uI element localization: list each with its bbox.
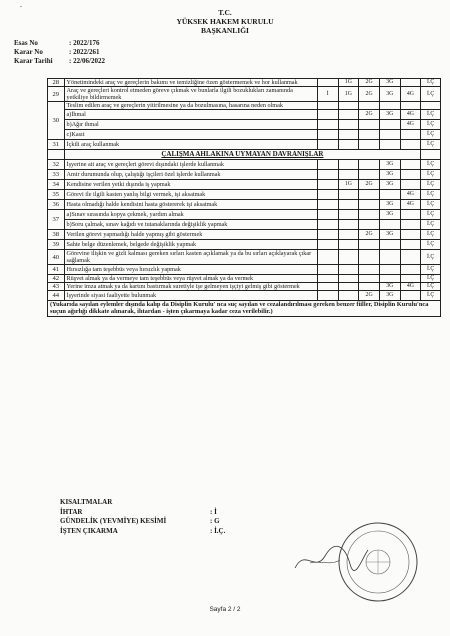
row-text: Hasta olmadığı halde kendisini hasta göstererek işi aksatmak xyxy=(64,200,317,210)
row-text: Görevine ilişkin ve gizli kalması gereken sırları kasten açıklamak ya da bu sırları açıklayarak çıkar sağlamak xyxy=(64,250,317,265)
document-header xyxy=(0,8,450,35)
row-text: Yerine imza atmak ya da kartını bastırmak suretiyle işe gelmeyen işçiyi gelmiş gibi göstermek xyxy=(64,283,317,291)
row-text: Hırsızlığa tam teşebbüs veya hırsızlık yapmak xyxy=(64,265,317,275)
meta-value: : 22/06/2022 xyxy=(69,57,105,65)
section-title: ÇALIŞMA AHLAKINA UYMAYAN DAVRANIŞLAR xyxy=(64,150,421,160)
table-subrow: b)Soru çalmak, sınav kağıdı ve tutanaklarında değişiklik yapmak İ.Ç xyxy=(48,220,441,230)
header-line-1: T.C. xyxy=(218,8,232,17)
cell-1g: 1G xyxy=(338,79,359,87)
cell-2g: 2G xyxy=(359,79,380,87)
row-text: Rüşvet almak ya da vermeye tam teşebbüs veya rüşvet almak ya da vermek xyxy=(64,275,317,283)
table-subrow: c)Kasıt İ.Ç xyxy=(48,130,441,140)
table-subrow: b)Ağır ihmal 4G İ.Ç xyxy=(48,120,441,130)
row-number: 38 xyxy=(48,230,65,240)
row-number: 37 xyxy=(48,210,65,230)
row-number: 35 xyxy=(48,190,65,200)
row-text: İşyerine ait araç ve gereçleri görevi dışındaki işlerde kullanmak xyxy=(64,160,317,170)
meta-key: Esas No xyxy=(14,39,38,47)
penalty-table xyxy=(47,78,441,317)
abbr-item xyxy=(60,527,225,537)
table-row: 43 Yerine imza atmak ya da kartını bastırmak suretiyle işe gelmeyen işçiyi gelmiş gibi göstermek 3G 4G İ.Ç xyxy=(48,283,441,291)
table-row: 39 Sahte belge düzenlemek, belgede değişiklik yapmak İ.Ç xyxy=(48,240,441,250)
row-text: Görevi ile ilgili kasten yanlış bilgi vermek, işi aksatmak xyxy=(64,190,317,200)
official-seal-icon xyxy=(336,520,420,604)
table-row: 32 İşyerine ait araç ve gereçleri görevi dışındaki işlerde kullanmak 3G İ.Ç xyxy=(48,160,441,170)
header-line-3: BAŞKANLIĞI xyxy=(201,26,249,35)
cell-ihtar xyxy=(317,79,338,87)
row-number: 41 xyxy=(48,265,65,275)
table-row: 41 Hırsızlığa tam teşebbüs veya hırsızlık yapmak İ.Ç xyxy=(48,265,441,275)
table-subrow: a)İhmal 2G 3G 4G İ.Ç xyxy=(48,110,441,120)
row-text: Yönetimindeki araç ve gereçlerin bakımı ve temizliğine özen göstermemek ve hor kullanmak xyxy=(64,79,317,87)
row-text: c)Kasıt xyxy=(64,130,317,140)
meta-esas xyxy=(14,39,105,48)
row-number: 36 xyxy=(48,200,65,210)
table-row xyxy=(48,87,441,102)
meta-value: : 2022/176 xyxy=(69,39,100,47)
abbr-value: : G xyxy=(210,517,220,526)
row-number: 32 xyxy=(48,160,65,170)
cell-ic: İ.Ç xyxy=(421,87,441,102)
cell-3g: 3G xyxy=(379,79,400,87)
abbr-value: : İ xyxy=(210,507,217,516)
cell-4g xyxy=(400,79,421,87)
table-row: 40 Görevine ilişkin ve gizli kalması gereken sırları kasten açıklamak ya da bu sırları açıklayarak çıkar sağlamak İ.Ç xyxy=(48,250,441,265)
row-number: 33 xyxy=(48,170,65,180)
cell-ic: İ.Ç xyxy=(421,140,441,150)
section-row xyxy=(48,150,441,160)
table-row: 42 Rüşvet almak ya da vermeye tam teşebbüs veya rüşvet almak ya da vermek İ.Ç xyxy=(48,275,441,283)
table-row xyxy=(48,140,441,150)
meta-karar-tarihi xyxy=(14,57,105,66)
row-number: 28 xyxy=(48,79,65,87)
row-text: b)Soru çalmak, sınav kağıdı ve tutanaklarında değişiklik yapmak xyxy=(64,220,317,230)
row-number: 29 xyxy=(48,87,65,102)
row-text: a)Sınav sırasında kopya çekmek, yardım almak xyxy=(64,210,317,220)
cell-ihtar: İ xyxy=(317,87,338,102)
row-number: 39 xyxy=(48,240,65,250)
table-row: 34 Kendisine verilen yetki dışında iş yapmak 1G 2G 3G İ.Ç xyxy=(48,180,441,190)
row-text: Kendisine verilen yetki dışında iş yapmak xyxy=(64,180,317,190)
cell-ic: İ.Ç xyxy=(421,79,441,87)
row-text: Amir durumunda olup, çalıştığı işçileri özel işlerde kullanmak xyxy=(64,170,317,180)
abbr-item xyxy=(60,508,225,518)
table-row: 35 Görevi ile ilgili kasten yanlış bilgi vermek, işi aksatmak 4G İ.Ç xyxy=(48,190,441,200)
abbr-item xyxy=(60,517,225,527)
row-number: 31 xyxy=(48,140,65,150)
cell-1g: 1G xyxy=(338,87,359,102)
row-text: İçkili araç kullanmak xyxy=(64,140,317,150)
abbr-key: GÜNDELİK (YEVMİYE) KESİMİ xyxy=(60,517,167,526)
table-row: 33 Amir durumunda olup, çalıştığı işçileri özel işlerde kullanmak 3G İ.Ç xyxy=(48,170,441,180)
row-text: b)Ağır ihmal xyxy=(64,120,317,130)
row-number: 34 xyxy=(48,180,65,190)
abbr-key: İHTAR xyxy=(60,507,83,516)
cell-3g: 3G xyxy=(379,87,400,102)
scan-mark: - xyxy=(20,4,22,10)
row-number: 43 xyxy=(48,283,65,291)
row-number: 30 xyxy=(48,102,65,140)
row-text: İşyerinde siyasi faaliyette bulunmak xyxy=(64,291,317,301)
row-text: Araç ve gereçleri kontrol etmeden göreve çıkmak ve bunlarla ilgili bozuklukları zamanında yetkiliye bildirmemek xyxy=(64,87,317,102)
row-number: 42 xyxy=(48,275,65,283)
row-number: 44 xyxy=(48,291,65,301)
table-row: 37 a)Sınav sırasında kopya çekmek, yardım almak 3G İ.Ç xyxy=(48,210,441,220)
meta-key: Karar No xyxy=(14,48,43,56)
meta-value: : 2022/261 xyxy=(69,48,100,56)
row-text: Sahte belge düzenlemek, belgede değişiklik yapmak xyxy=(64,240,317,250)
abbr-key: İŞTEN ÇIKARMA xyxy=(60,526,118,535)
table-row: 44 İşyerinde siyasi faaliyette bulunmak 2G 3G İ.Ç xyxy=(48,291,441,301)
page-number: Sayfa 2 / 2 xyxy=(209,606,241,613)
abbreviations xyxy=(60,498,225,536)
abbreviations-title: KISALTMALAR xyxy=(60,498,113,506)
note-row xyxy=(48,301,441,317)
cell-4g: 4G xyxy=(400,87,421,102)
row-text: Teslim edilen araç ve gereçlerin yitirilmesine ya da bozulmasına, hasarına neden olmak xyxy=(64,102,317,110)
row-number: 40 xyxy=(48,250,65,265)
meta-karar xyxy=(14,48,105,57)
meta-key: Karar Tarihi xyxy=(14,57,53,65)
table-row: 36 Hasta olmadığı halde kendisini hasta göstererek işi aksatmak 3G 4G İ.Ç xyxy=(48,200,441,210)
cell-2g: 2G xyxy=(359,87,380,102)
table-row: 38 Verilen görevi yapmadığı halde yapmış gibi göstermek 2G 3G İ.Ç xyxy=(48,230,441,240)
case-meta xyxy=(14,39,105,66)
row-text: Verilen görevi yapmadığı halde yapmış gibi göstermek xyxy=(64,230,317,240)
footnote: (Yukarıda sayılan eylemler dışında kalıp da Disiplin Kurulu' nca suç sayılan ve cezalandırılması gereken benzer fiiller, Disiplin Kurulu'nca suçun ağırlığı dikkate alınarak, ihtardan - işten çıkarmaya kadar ceza verilebilir.) xyxy=(48,301,441,317)
abbr-value: : İ.Ç. xyxy=(210,526,226,535)
row-text: a)İhmal xyxy=(64,110,317,120)
table-row xyxy=(48,102,441,110)
header-line-2: YÜKSEK HAKEM KURULU xyxy=(176,17,274,26)
table-row xyxy=(48,79,441,87)
